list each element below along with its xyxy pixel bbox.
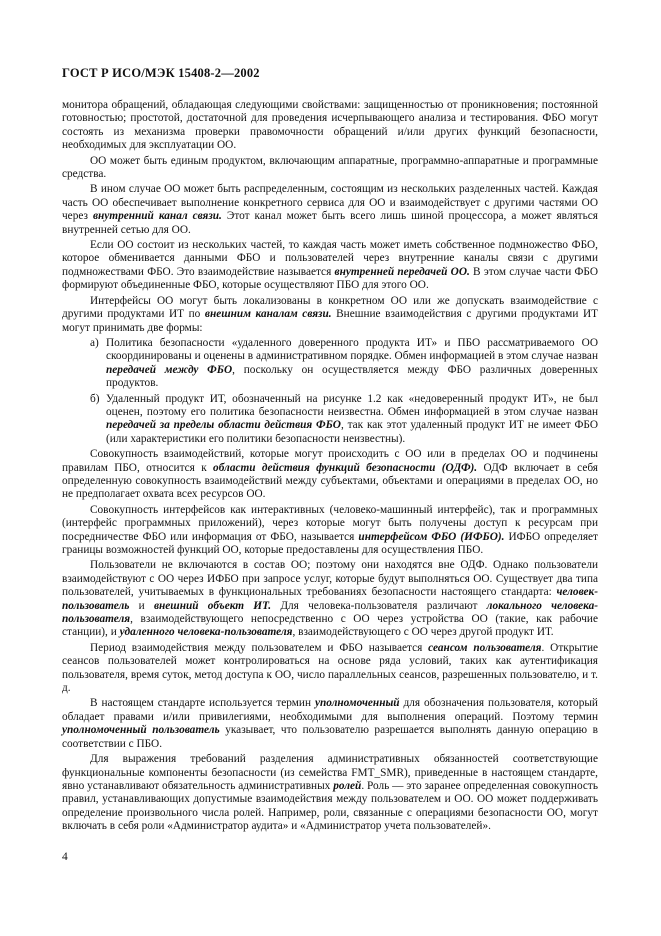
paragraph: Пользователи не включаются в состав ОО; поэтому они находятся вне ОДФ. Однако пользователи взаимодействуют с ОО через ИФБО при запросе услуг, которые будут выполняться ОО. Существует два типа пользователей, учитываемых в функциональных требованиях безопасности настоящего стандарта: человек-пользователь и внешний объект ИТ. Для человека-пользователя различают локального человека-пользователя, взаимодействующего непосредственно с ОО через устройства ОО (такие, как рабочие станции), и удаленного человека-пользователя, взаимодействующего с ОО через другой продукт ИТ. bbox=[62, 559, 599, 639]
paragraph: монитора обращений, обладающая следующими свойствами: защищенностью от проникновения; постоянной готовностью; простотой, достаточной для проведения исчерпывающего анализа и тестирования. ФБО могут состоять из механизма проверки правомочности обращений и/или других функций безопасности, необходимых для эксплуатации ОО. bbox=[62, 99, 598, 152]
defined-term: внешний объект ИТ. bbox=[153, 599, 272, 612]
list-item-text: Удаленный продукт ИТ, обозначенный на рисунке 1.2 как «недоверенный продукт ИТ», не был оценен, поэтому его политика безопасности неизвестна. Обмен информацией в этом случае назван передачей за пределы области действия ФБО, так как этот удаленный продукт ИТ не имеет ФБО (или характеристики его политики безопасности неизвестны). bbox=[106, 392, 598, 445]
list-item bbox=[90, 393, 598, 447]
defined-term: передачей за пределы области действия ФБО bbox=[106, 419, 341, 432]
defined-term: уполномоченный пользователь bbox=[62, 724, 220, 737]
defined-term: внешним каналам связи. bbox=[204, 308, 332, 321]
list-item bbox=[90, 337, 598, 391]
list-marker: а) bbox=[90, 336, 99, 349]
paragraph: Интерфейсы ОО могут быть локализованы в конкретном ОО или же допускать взаимодействие с другими продуктами ИТ по внешним каналам связи. Внешние взаимодействия с другими продуктами ИТ могут принимать две формы: bbox=[62, 294, 599, 334]
list-item-text: Политика безопасности «удаленного доверенного продукта ИТ» и ПБО рассматриваемого ОО скоординированы и оценены в административном порядке. Обмен информацией в этом случае назван передачей между ФБО, поскольку он осуществляется между ФБО различных доверенных продуктов. bbox=[106, 336, 598, 390]
paragraph: Для выражения требований разделения административных обязанностей соответствующие функциональные компоненты безопасности (из семейства FMT_SMR), приведенные в настоящем стандарте, явно устанавливают обязательность административных ролей. Роль — это заранее определенная совокупность правил, устанавливающих допустимые взаимодействия между пользователем и ОО. ОО может поддерживать определение произвольного числа ролей. Например, роли, связанные с операциями безопасности ОО, могут включать в себя роли «Администратор аудита» и «Администратор учета пользователей». bbox=[62, 753, 598, 833]
paragraph: Совокупность взаимодействий, которые могут происходить с ОО или в пределах ОО и подчинены правилам ПБО, относится к области действия функций безопасности (ОДФ). ОДФ включает в себя определенную совокупность взаимодействий между субъектами, объектами и операциями в пределах ОО, но не предполагает охвата всех ресурсов ОО. bbox=[62, 448, 598, 501]
defined-term: внутренний канал связи. bbox=[92, 210, 222, 223]
document-body bbox=[62, 99, 598, 836]
defined-term: удаленного человека-пользователя bbox=[119, 626, 293, 639]
paragraph: ОО может быть единым продуктом, включающим аппаратные, программно-аппаратные и программные средства. bbox=[62, 154, 598, 181]
defined-term: ролей bbox=[333, 779, 362, 792]
defined-term: внутренней передачей ОО. bbox=[334, 265, 470, 278]
defined-term: передачей между ФБО bbox=[106, 363, 233, 376]
defined-term: интерфейсом ФБО (ИФБО). bbox=[358, 530, 505, 543]
page-number: 4 bbox=[62, 851, 68, 863]
paragraph: Период взаимодействия между пользователем и ФБО называется сеансом пользователя. Открытие сеансов пользователей может контролироваться на основе ряда условий, таких как аутентификация пользователя, время суток, метод доступа к ОО, число параллельных сеансов, разрешенных пользователю, и т. д. bbox=[62, 641, 599, 695]
paragraph: В ином случае ОО может быть распределенным, состоящим из нескольких разделенных частей. Каждая часть ОО обеспечивает выполнение конкретного сервиса для ОО и взаимодействует с другими частями ОО через внутренний канал связи. Этот канал может быть всего лишь шиной процессора, а может являться внутренней сетью для ОО. bbox=[62, 183, 598, 236]
paragraph: В настоящем стандарте используется термин уполномоченный для обозначения пользователя, который обладает правами и/или привилегиями, необходимыми для выполнения операций. Поэтому термин уполномоченный пользователь указывает, что пользователю разрешается выполнять данную операцию в соответствии с ПБО. bbox=[62, 697, 598, 750]
defined-term: области действия функций безопасности (ОДФ). bbox=[213, 461, 478, 474]
standard-designation: ГОСТ Р ИСО/МЭК 15408-2—2002 bbox=[62, 66, 260, 80]
defined-term: локального человека-пользователя bbox=[62, 599, 599, 626]
paragraph: Совокупность интерфейсов как интерактивных (человеко-машинный интерфейс), так и программных (интерфейс программных приложений), через которые могут быть получены доступ к ресурсам при посредничестве ФБО или информация от ФБО, называется интерфейсом ФБО (ИФБО). ИФБО определяет границы возможностей функций ОО, которые предоставлены для осуществления ПБО. bbox=[62, 503, 598, 556]
defined-term: человек-пользователь bbox=[62, 586, 598, 612]
paragraph: Если ОО состоит из нескольких частей, то каждая часть может иметь собственное подмножество ФБО, которое обменивается данными ФБО и пользователей через внутренние каналы связи с другими подмножествами ФБО. Это взаимодействие называется внутренней передачей ОО. В этом случае части ФБО формируют объединенные ФБО, которые осуществляют ПБО для этого ОО. bbox=[62, 239, 599, 292]
list-marker: б) bbox=[90, 392, 100, 405]
defined-term: уполномоченный bbox=[314, 697, 400, 710]
defined-term: сеансом пользователя bbox=[428, 641, 542, 654]
